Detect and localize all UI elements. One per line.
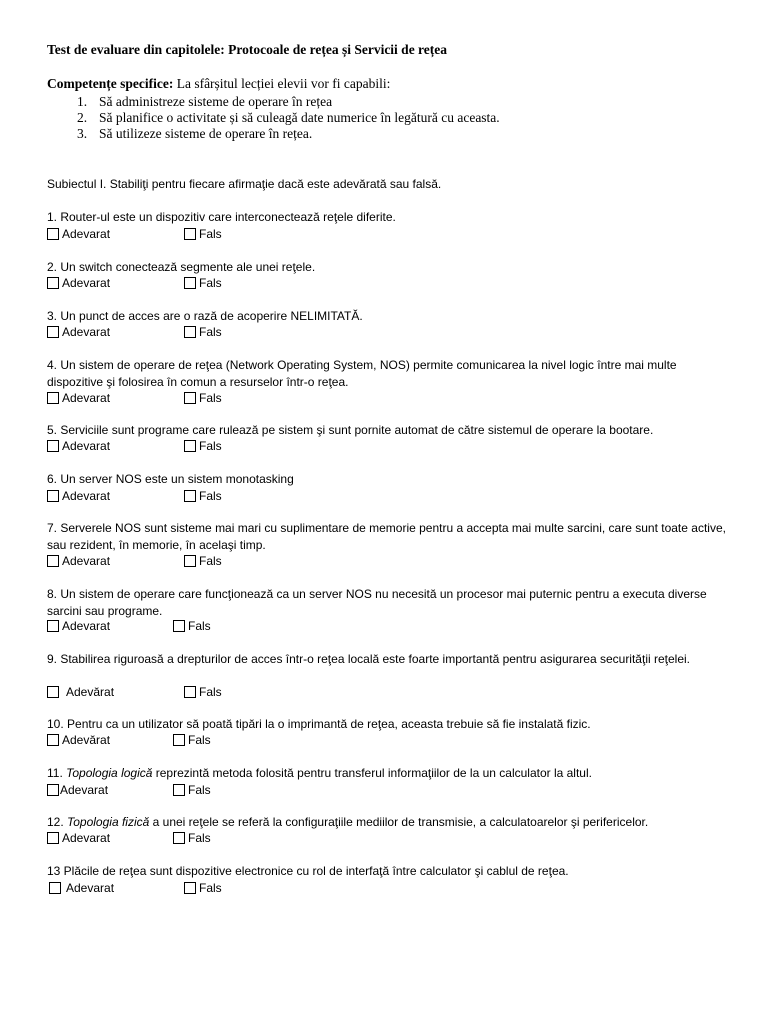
q9-false-checkbox[interactable] [184,686,196,698]
q11-option-true: Adevarat [47,783,108,797]
q6-false-checkbox[interactable] [184,490,196,502]
q11-true-checkbox[interactable] [47,784,59,796]
q11-false-checkbox[interactable] [173,784,185,796]
q10-option-true: Adevărat [47,733,110,747]
question-10-text: 10. Pentru ca un utilizator să poată tipări la o imprimantă de reţea, aceasta trebuie să fie instalată fizic. [47,717,591,731]
question-13-text: 13 Plăcile de reţea sunt dispozitive electronice cu rol de interfaţă între calculator şi cablul de reţea. [47,864,569,878]
q8-true-checkbox[interactable] [47,620,59,632]
q5-option-true: Adevarat [47,439,110,453]
q7-option-false: Fals [184,554,222,568]
question-3-text: 3. Un punct de acces are o rază de acoperire NELIMITATĂ. [47,309,363,323]
question-8-text: 8. Un sistem de operare care funcţionează ca un server NOS nu necesită un procesor mai puternic pentru a executa diverse sarcini sau programe. [47,587,707,618]
q10-true-checkbox[interactable] [47,734,59,746]
question-12-text: 12. Topologia fizică a unei reţele se referă la configuraţiile mediilor de transmisie, a calculatoarelor şi perifericelor. [47,815,649,829]
competencies-label: Competențe specifice: [47,76,174,91]
q2-true-checkbox[interactable] [47,277,59,289]
q9-option-false: Fals [184,685,222,699]
q1-option-false: Fals [184,227,222,241]
q7-false-checkbox[interactable] [184,555,196,567]
objectives-list [77,94,500,142]
q4-option-true: Adevarat [47,391,110,405]
section-heading: Subiectul I. Stabiliţi pentru fiecare afirmaţie dacă este adevărată sau falsă. [47,177,442,191]
q11-option-false: Fals [173,783,211,797]
q8-false-checkbox[interactable] [173,620,185,632]
q3-option-true: Adevarat [47,325,110,339]
q8-option-true: Adevarat [47,619,110,633]
document-title: Test de evaluare din capitolele: Protocoale de rețea și Servicii de rețea [47,42,448,57]
q3-true-checkbox[interactable] [47,326,59,338]
q4-option-false: Fals [184,391,222,405]
q13-true-checkbox[interactable] [49,882,61,894]
q4-false-checkbox[interactable] [184,392,196,404]
q6-option-true: Adevarat [47,489,110,503]
q13-false-checkbox[interactable] [184,882,196,894]
question-11-text: 11. Topologia logică reprezintă metoda folosită pentru transferul informaţiilor de la un calculator la altul. [47,766,592,780]
q6-true-checkbox[interactable] [47,490,59,502]
question-4-text: 4. Un sistem de operare de reţea (Network Operating System, NOS) permite comunicarea la nivel logic între mai multe dispozitive şi folosirea în comun a resurselor într-o reţea. [47,358,677,389]
q1-option-true: Adevarat [47,227,110,241]
q6-option-false: Fals [184,489,222,503]
question-1-text: 1. Router-ul este un dispozitiv care interconectează reţele diferite. [47,210,396,224]
q7-true-checkbox[interactable] [47,555,59,567]
q1-true-checkbox[interactable] [47,228,59,240]
q12-option-true: Adevarat [47,831,110,845]
objective-item: 2. Să planifice o activitate și să culeagă date numerice în legătură cu aceasta. [77,110,500,125]
q7-option-true: Adevarat [47,554,110,568]
q13-option-true: Adevarat [49,881,114,895]
q3-option-false: Fals [184,325,222,339]
q13-option-false: Fals [184,881,222,895]
q5-false-checkbox[interactable] [184,440,196,452]
q9-option-true: Adevărat [47,685,114,699]
q2-option-true: Adevarat [47,276,110,290]
q2-false-checkbox[interactable] [184,277,196,289]
objective-item: 1. Să administreze sisteme de operare în rețea [77,94,333,109]
q5-option-false: Fals [184,439,222,453]
q12-false-checkbox[interactable] [173,832,185,844]
q5-true-checkbox[interactable] [47,440,59,452]
q3-false-checkbox[interactable] [184,326,196,338]
q12-true-checkbox[interactable] [47,832,59,844]
q1-false-checkbox[interactable] [184,228,196,240]
objective-item: 3. Să utilizeze sisteme de operare în rețea. [77,126,313,141]
q8-option-false: Fals [173,619,211,633]
question-7-text: 7. Serverele NOS sunt sisteme mai mari cu suplimentare de memorie pentru a accepta mai multe sarcini, care sunt toate active, sau rezident, în memorie, în acelaşi timp. [47,521,726,552]
q12-option-false: Fals [173,831,211,845]
q2-option-false: Fals [184,276,222,290]
question-6-text: 6. Un server NOS este un sistem monotasking [47,472,294,486]
question-9-text: 9. Stabilirea riguroasă a drepturilor de acces într-o reţea locală este foarte importantă pentru asigurarea securităţii reţelei. [47,652,691,666]
question-2-text: 2. Un switch conectează segmente ale unei reţele. [47,260,316,274]
q9-true-checkbox[interactable] [47,686,59,698]
competencies-intro-text: La sfârșitul lecției elevii vor fi capabili: [176,76,391,91]
q4-true-checkbox[interactable] [47,392,59,404]
question-5-text: 5. Serviciile sunt programe care rulează pe sistem şi sunt pornite automat de către sistemul de operare la bootare. [47,423,654,437]
competencies-intro [47,76,390,92]
q10-false-checkbox[interactable] [173,734,185,746]
q10-option-false: Fals [173,733,211,747]
